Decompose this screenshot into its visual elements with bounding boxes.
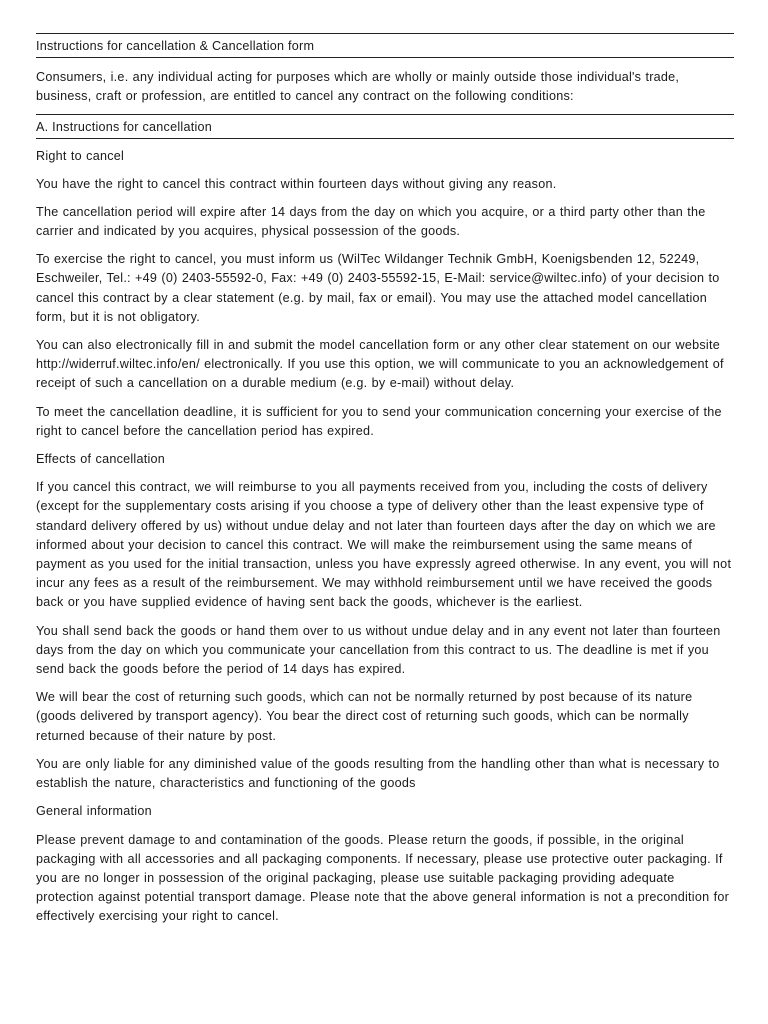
document-title: Instructions for cancellation & Cancellation form — [36, 39, 315, 53]
right-to-cancel-paragraph-3: To exercise the right to cancel, you must inform us (WilTec Wildanger Technik GmbH, Koenigsbenden 12, 52249, Eschweiler, Tel.: +49 (0) 2403-55592-0, Fax: +49 (0) 2403-55592-15, E-Mail: service@wiltec.info) of your decision to cancel this contract by a clear statement (e.g. by mail, fax or email). You may use the attached model cancellation form, but it is not obligatory. — [36, 252, 720, 324]
right-to-cancel-heading: Right to cancel — [36, 149, 125, 164]
effects-heading: Effects of cancellation — [36, 452, 166, 467]
section-a-bottom-rule — [36, 138, 734, 139]
right-to-cancel-paragraph-5: To meet the cancellation deadline, it is sufficient for you to send your communication concerning your exercise of the right to cancel before the cancellation period has expired. — [36, 404, 722, 438]
title-bottom-rule — [36, 57, 734, 58]
effects-paragraph-4: You are only liable for any diminished value of the goods resulting from the handling other than what is necessary to establish the nature, characteristics and functioning of the goods — [36, 756, 720, 791]
section-a-heading: A. Instructions for cancellation — [36, 120, 212, 135]
effects-paragraph-3: We will bear the cost of returning such goods, which can not be normally returned by post because of its nature (goods delivered by transport agency). You bear the direct cost of returning such goods, which can be normally returned because of their nature by post. — [36, 690, 693, 743]
effects-paragraph-2: You shall send back the goods or hand them over to us without undue delay and in any event not later than fourteen days from the day on which you communicate your cancellation from this contract to us. The deadline is met if you send back the goods before the period of 14 days has expired. — [36, 623, 721, 677]
general-paragraph-1: Please prevent damage to and contamination of the goods. Please return the goods, if possible, in the original packaging with all accessories and all packaging components. If necessary, please use protective outer packaging. If you are no longer in possession of the original packaging, please use suitable packaging providing adequate protection against potential transport damage. Please note that the above general information is not a precondition for effectively exercising your right to cancel. — [36, 832, 730, 924]
effects-paragraph-1: If you cancel this contract, we will reimburse to you all payments received from you, including the costs of delivery (except for the supplementary costs arising if you choose a type of delivery other than the least expensive type of standard delivery offered by us) without undue delay and not later than fourteen days after the day on which we are informed about your decision to cancel this contract. We will make the reimbursement using the same means of payment as you used for the initial transaction, unless you have expressly agreed otherwise. In any event, you will not incur any fees as a result of the reimbursement. We may withhold reimbursement until we have received the goods back or you have supplied evidence of having sent back the goods, whichever is the earliest. — [36, 480, 732, 610]
intro-paragraph: Consumers, i.e. any individual acting for purposes which are wholly or mainly outside those individual's trade, business, craft or profession, are entitled to cancel any contract on the following conditions: — [36, 70, 680, 104]
right-to-cancel-paragraph-1: You have the right to cancel this contract within fourteen days without giving any reason. — [36, 176, 557, 191]
document-page — [36, 33, 734, 936]
general-heading: General information — [36, 804, 152, 819]
right-to-cancel-paragraph-4: You can also electronically fill in and submit the model cancellation form or any other clear statement on our website http://widerruf.wiltec.info/en/ electronically. If you use this option, we will communicate to you an acknowledgement of receipt of such a cancellation on a durable medium (e.g. by e-mail) without delay. — [36, 338, 724, 391]
right-to-cancel-paragraph-2: The cancellation period will expire after 14 days from the day on which you acquire, or a third party other than the carrier and indicated by you acquires, physical possession of the goods. — [36, 204, 706, 239]
